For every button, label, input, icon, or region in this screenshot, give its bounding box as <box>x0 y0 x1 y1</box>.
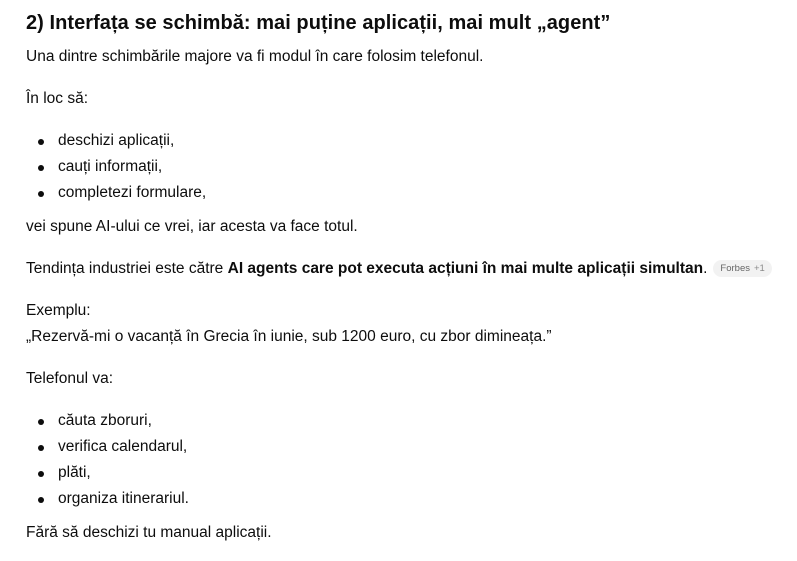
citation-count: +1 <box>753 263 765 274</box>
phone-label: Telefonul va: <box>26 370 114 387</box>
citation-source: Forbes <box>720 263 750 274</box>
citation-pill[interactable] <box>713 260 771 277</box>
trend-bold: AI agents care pot executa acțiuni în mai multe aplicații simultan <box>227 260 704 277</box>
trend-suffix: . <box>703 260 708 277</box>
intro-paragraph: Una dintre schimbările majore va fi modul în care folosim telefonul. <box>26 48 484 65</box>
trend-paragraph <box>26 256 786 282</box>
instead-label: În loc să: <box>26 90 89 107</box>
section-heading: 2) Interfața se schimbă: mai puține aplicații, mai mult „agent” <box>26 12 611 34</box>
phone-list <box>26 408 786 512</box>
example-label: Exemplu: <box>26 302 91 319</box>
list-item: completezi formulare, <box>26 180 786 206</box>
list-item: verifica calendarul, <box>26 434 786 460</box>
after-list-paragraph: vei spune AI-ului ce vrei, iar acesta va face totul. <box>26 218 358 235</box>
list-item: cauți informații, <box>26 154 786 180</box>
list-item: organiza itinerariul. <box>26 486 786 512</box>
list-item: căuta zboruri, <box>26 408 786 434</box>
list-item: plăti, <box>26 460 786 486</box>
instead-list <box>26 128 786 206</box>
document-section <box>26 9 786 546</box>
closing-paragraph: Fără să deschizi tu manual aplicații. <box>26 524 272 541</box>
list-item: deschizi aplicații, <box>26 128 786 154</box>
trend-prefix: Tendința industriei este către <box>26 260 228 277</box>
example-quote: „Rezervă-mi o vacanță în Grecia în iunie, sub 1200 euro, cu zbor dimineața.” <box>26 328 552 345</box>
